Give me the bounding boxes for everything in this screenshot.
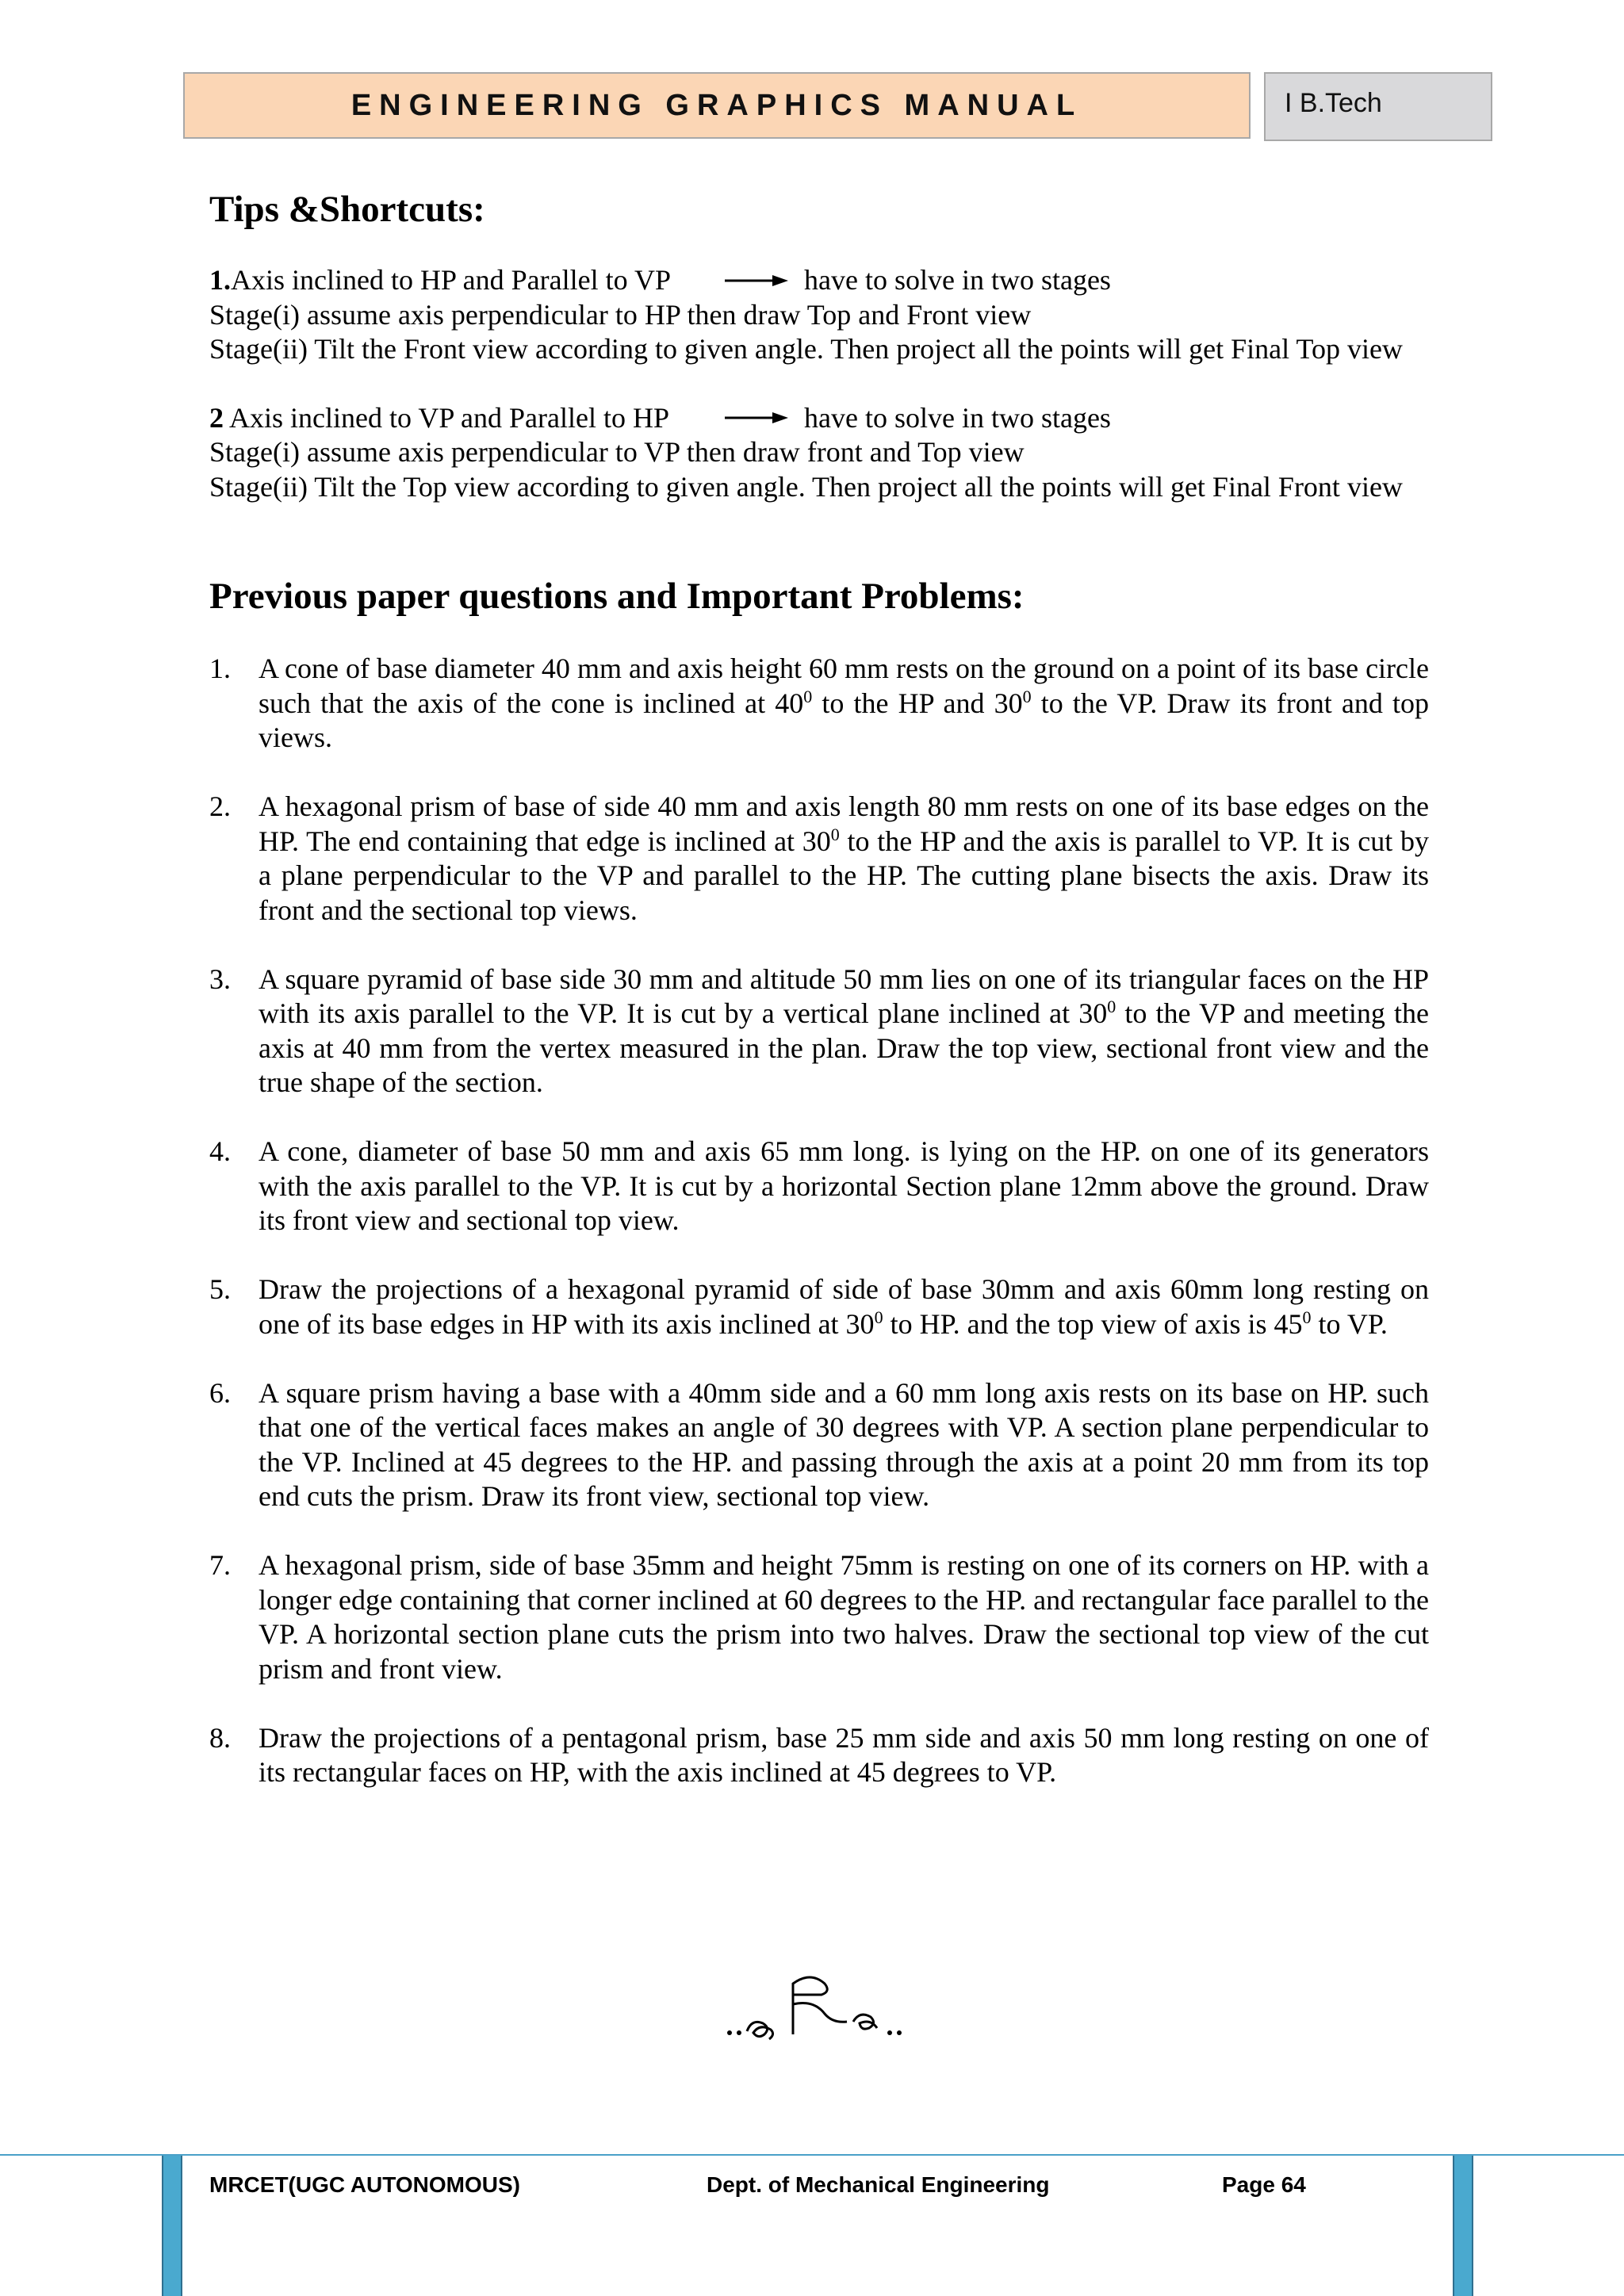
- tip-1: [209, 263, 1429, 367]
- tip-1-lead-line: [209, 263, 1429, 298]
- footer-rule: [0, 2154, 1624, 2156]
- problem-number: 3.: [209, 962, 231, 995]
- problem-number: 7.: [209, 1549, 231, 1581]
- problem-text: Draw the projections of a pentagonal prism, base 25 mm side and axis 50 mm long resting on one of its rectangular faces on HP, with the axis inclined at 45 degrees to VP.: [259, 1721, 1429, 1788]
- problem-number: 1.: [209, 652, 231, 684]
- problem-item: [209, 1548, 1429, 1686]
- problem-number: 4.: [209, 1135, 231, 1167]
- tip-1-lead: Axis inclined to HP and Parallel to VP: [231, 264, 671, 296]
- problem-item: [209, 1272, 1429, 1341]
- problem-number: 8.: [209, 1721, 231, 1754]
- footer-page-number: Page 64: [1222, 2172, 1306, 2197]
- problem-text: A cone, diameter of base 50 mm and axis 65 mm long. is lying on the HP. on one of its generators with the axis parallel to the VP. It is cut by a horizontal Section plane 12mm above the ground. Draw its front view and sectional top view.: [259, 1135, 1429, 1236]
- tip-2: [209, 401, 1429, 505]
- footer-institution: MRCET(UGC AUTONOMOUS): [209, 2172, 520, 2197]
- tip-2-stage-2: Stage(ii) Tilt the Top view according to given angle. Then project all the points will get Final Front view: [209, 470, 1403, 503]
- tip-2-lead: Axis inclined to VP and Parallel to HP: [224, 401, 669, 434]
- tip-1-stage-2: Stage(ii) Tilt the Front view according to given angle. Then project all the points will get Final Top view: [209, 333, 1403, 365]
- tip-1-result: have to solve in two stages: [804, 264, 1111, 296]
- problem-item: [209, 962, 1429, 1100]
- problem-text: Draw the projections of a hexagonal pyramid of side of base 30mm and axis 60mm long resting on one of its base edges in HP with its axis inclined at $30^0$ to HP. and the top view of axis is $45^0$ to VP.: [259, 1273, 1429, 1340]
- tip-1-stage-1: Stage(i) assume axis perpendicular to HP then draw Top and Front view: [209, 298, 1032, 331]
- arrow-right-icon: [725, 273, 788, 289]
- problem-item: [209, 652, 1429, 756]
- footer-department: Dept. of Mechanical Engineering: [707, 2172, 1050, 2197]
- tip-2-number: 2: [209, 401, 224, 434]
- problem-item: [209, 1376, 1429, 1514]
- footer-bar-right: [1453, 2156, 1473, 2296]
- manual-title: ENGINEERING GRAPHICS MANUAL: [350, 88, 1083, 122]
- page-content: [209, 187, 1429, 1790]
- problem-number: 6.: [209, 1376, 231, 1409]
- problem-text: A square prism having a base with a 40mm side and a 60 mm long axis rests on its base on HP. such that one of the vertical faces makes an angle of 30 degrees with VP. A section plane perpendicular to the VP. Inclined at 45 degrees to the HP. and passing through the axis at a point 20 mm from its top end cuts the prism. Draw its front view, sectional top view.: [259, 1376, 1429, 1512]
- problem-text: A square pyramid of base side 30 mm and altitude 50 mm lies on one of its triangular faces on the HP with its axis parallel to the VP. It is cut by a vertical plane inclined at $30^0$ to the VP and meeting the axis at 40 mm from the vertex measured in the plan. Draw the top view, sectional front view and the true shape of the section.: [259, 962, 1429, 1098]
- problem-text: A hexagonal prism, side of base 35mm and height 75mm is resting on one of its corners on HP. with a longer edge containing that corner inclined at 60 degrees to the HP. and rectangular face parallel to the VP. A horizontal section plane cuts the prism into two halves. Draw the sectional top view of the cut prism and front view.: [259, 1549, 1429, 1685]
- problem-number: 5.: [209, 1273, 231, 1305]
- problem-text: A cone of base diameter 40 mm and axis height 60 mm rests on the ground on a point of its base circle such that the axis of the cone is inclined at $40^0$ to the HP and $30^0$ to the VP. Draw its front and top views.: [259, 652, 1430, 753]
- problem-item: [209, 1135, 1429, 1238]
- problem-item: [209, 1721, 1429, 1790]
- course-label-box: [1264, 72, 1492, 141]
- arrow-right-icon: [725, 410, 788, 426]
- footer-bar-left: [162, 2156, 182, 2296]
- problems-heading: Previous paper questions and Important Problems:: [209, 576, 1025, 617]
- tip-2-lead-line: [209, 401, 1429, 436]
- tips-heading: Tips &Shortcuts:: [209, 189, 485, 230]
- problem-number: 2.: [209, 790, 231, 822]
- problem-list: [209, 652, 1429, 1790]
- problem-text: A hexagonal prism of base of side 40 mm and axis length 80 mm rests on one of its base edges on the HP. The end containing that edge is inclined at $30^0$ to the HP and the axis is parallel to VP. It is cut by a plane perpendicular to the VP and parallel to the HP. The cutting plane bisects the axis. Draw its front and the sectional top views.: [259, 790, 1429, 926]
- tip-2-stage-1: Stage(i) assume axis perpendicular to VP then draw front and Top view: [209, 436, 1025, 468]
- course-label: I B.Tech: [1285, 88, 1382, 118]
- problem-item: [209, 790, 1429, 928]
- manual-title-banner: [183, 72, 1251, 139]
- tip-2-result: have to solve in two stages: [804, 401, 1111, 434]
- decorative-divider-icon: [714, 1966, 920, 2053]
- tip-1-number: 1.: [209, 264, 231, 296]
